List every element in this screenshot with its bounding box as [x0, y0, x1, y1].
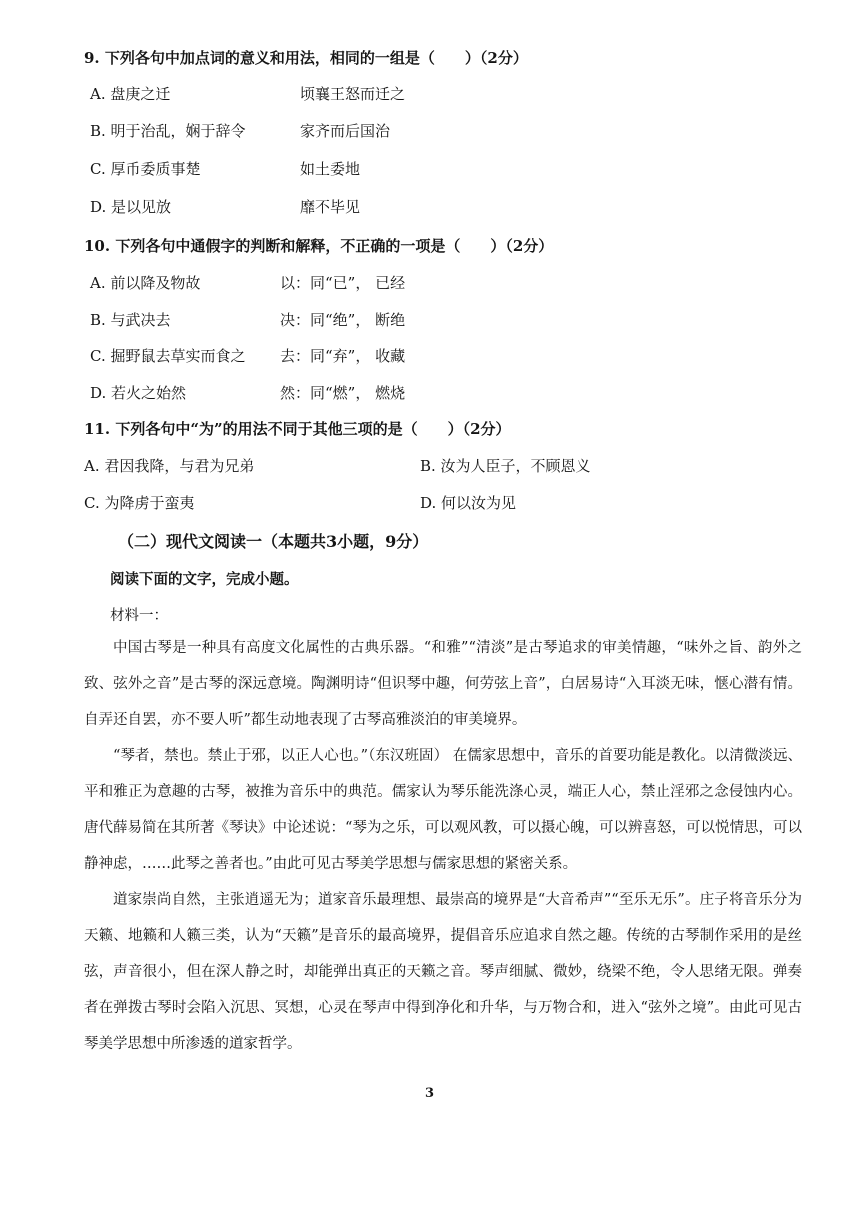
q10-option-a: A. 前以降及物故 — [90, 274, 201, 292]
q10-option-d-explain: 然：同“燃”， 燃烧 — [280, 384, 406, 402]
q9-option-a: A. 盘庚之迁 — [90, 85, 171, 103]
q9-option-d: D. 是以见放 — [90, 198, 172, 216]
q9-option-b-compare: 家齐而后国治 — [300, 122, 391, 140]
q9-option-c-compare: 如土委地 — [300, 160, 361, 178]
material-paragraph-3: 道家崇尚自然，主张逍遥无为；道家音乐最理想、最崇高的境界是“大音希声”“至乐无乐”。庄子将音乐分为天籁、地籁和人籁三类，认为“天籁”是音乐的最高境界，提倡音乐应追求自然之趣。传统的古琴制作采用的是丝弦，声音很小，但在深人静之时，却能弹出真正的天籁之音。琴声细腻、微妙，绕梁不绝，令人思绪无限。弹奏者在弹拨古琴时会陷入沉思、冥想，心灵在琴声中得到净化和升华，与万物合和，进入“弦外之境”。由此可见古琴美学思想中所渗透的道家哲学。 — [84, 892, 802, 1052]
material-paragraph-1: 中国古琴是一种具有高度文化属性的古典乐器。“和雅”“清淡”是古琴追求的审美情趣，“味外之旨、韵外之致、弦外之音”是古琴的深远意境。陶渊明诗“但识琴中趣，何劳弦上音”，白居易诗“入耳淡无味，惬心潜有情。自弄还自罢，亦不要人听”都生动地表现了古琴高雅淡泊的审美境界。 — [84, 640, 802, 728]
q9-option-c: C. 厚币委质事楚 — [90, 160, 201, 178]
q9-option-b: B. 明于治乱，娴于辞令 — [90, 122, 246, 140]
question-10-stem: 10. 下列各句中通假字的判断和解释，不正确的一项是（ ）（2分） — [84, 237, 554, 255]
reading-instruction: 阅读下面的文字，完成小题。 — [110, 571, 299, 588]
q9-option-d-compare: 靡不毕见 — [300, 198, 361, 216]
q10-option-d: D. 若火之始然 — [90, 384, 187, 402]
question-11-stem: 11. 下列各句中“为”的用法不同于其他三项的是（ ）（2分） — [84, 420, 511, 438]
q11-option-b: B. 汝为人臣子，不顾恩义 — [420, 457, 591, 475]
page-number: 3 — [425, 1086, 435, 1101]
section-heading: （二）现代文阅读一（本题共3小题，9分） — [118, 532, 429, 551]
q10-option-a-explain: 以：同“已”， 已经 — [280, 274, 406, 292]
q10-option-c: C. 掘野鼠去草实而食之 — [90, 347, 246, 365]
q10-option-b-explain: 决：同“绝”， 断绝 — [280, 311, 406, 329]
q10-option-c-explain: 去：同“弃”， 收藏 — [280, 347, 406, 365]
q10-option-b: B. 与武决去 — [90, 311, 171, 329]
q9-option-a-compare: 顷襄王怒而迁之 — [300, 85, 406, 103]
q11-option-d: D. 何以汝为见 — [420, 494, 517, 512]
material-label: 材料一： — [110, 608, 168, 624]
material-paragraph-2: “琴者，禁也。禁止于邪，以正人心也。”（东汉班固） 在儒家思想中，音乐的首要功能是教化。以清微淡远、平和雅正为意趣的古琴，被推为音乐中的典范。儒家认为琴乐能洗涤心灵，端正人心，禁止淫邪之念侵蚀内心。唐代薛易简在其所著《琴诀》中论述说：“琴为之乐，可以观风教，可以摄心魄，可以辨喜怒，可以悦情思，可以静神虑，……此琴之善者也。”由此可见古琴美学思想与儒家思想的紧密关系。 — [84, 748, 802, 872]
q11-option-a: A. 君因我降，与君为兄弟 — [84, 457, 255, 475]
q11-option-c: C. 为降虏于蛮夷 — [84, 494, 195, 512]
question-9-stem: 9. 下列各句中加点词的意义和用法，相同的一组是（ ）（2分） — [84, 49, 528, 67]
